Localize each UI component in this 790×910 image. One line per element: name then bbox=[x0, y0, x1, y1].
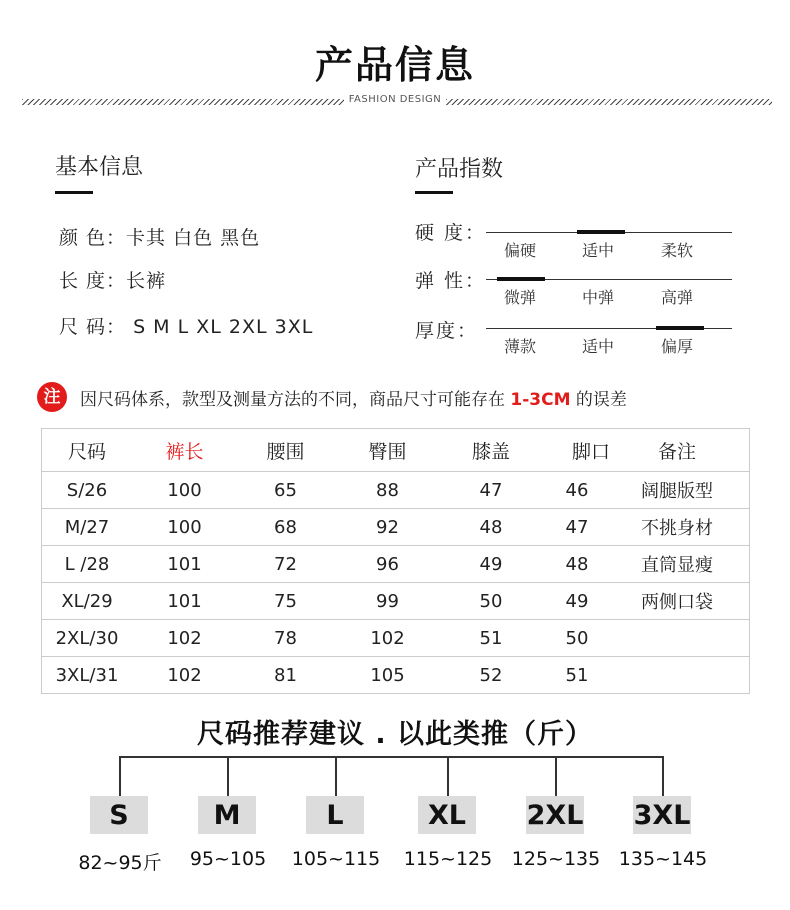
tree-branch bbox=[335, 756, 337, 796]
table-cell: 46 bbox=[565, 479, 589, 501]
table-cell: 65 bbox=[274, 479, 297, 501]
table-cell: 100 bbox=[167, 479, 202, 501]
length-line: 长 度：长裤 bbox=[59, 270, 167, 292]
table-cell: 47 bbox=[565, 516, 589, 538]
weight-range-l: 105~115 bbox=[291, 848, 381, 870]
table-cell: 47 bbox=[479, 479, 503, 501]
table-cell: 52 bbox=[479, 664, 503, 686]
tree-branch bbox=[227, 756, 229, 796]
tree-branch bbox=[447, 756, 449, 796]
table-cell: 81 bbox=[274, 664, 297, 686]
table-row bbox=[42, 509, 749, 546]
table-cell: 51 bbox=[565, 664, 589, 686]
thickness-option: 偏厚 bbox=[661, 337, 694, 356]
table-cell: 68 bbox=[274, 516, 297, 538]
table-cell: 100 bbox=[167, 516, 202, 538]
basic-info-underline bbox=[55, 191, 93, 194]
table-cell: 92 bbox=[376, 516, 399, 538]
size-line: 尺 码： S M L XL 2XL 3XL bbox=[59, 316, 314, 338]
table-cell: L /28 bbox=[64, 553, 110, 575]
table-cell: 102 bbox=[167, 664, 202, 686]
elasticity-label: 弹 性： bbox=[415, 270, 487, 292]
table-cell: 78 bbox=[274, 627, 297, 649]
weight-range-3xl: 135~145 bbox=[618, 848, 708, 870]
table-cell: 直筒显瘦 bbox=[641, 555, 713, 576]
table-row bbox=[42, 657, 749, 693]
header-cell: 备注 bbox=[657, 440, 696, 463]
size-badge-3xl: 3XL bbox=[633, 796, 691, 834]
table-cell: XL/29 bbox=[61, 590, 113, 612]
table-cell: S/26 bbox=[66, 479, 108, 501]
fashion-subtitle: FASHION DESIGN bbox=[0, 94, 790, 105]
tree-branch bbox=[555, 756, 557, 796]
table-header-row bbox=[42, 429, 749, 472]
note-text: 因尺码体系，款型及测量方法的不同，商品尺寸可能存在 1-3CM 的误差 bbox=[80, 390, 627, 410]
size-badge-m: M bbox=[198, 796, 256, 834]
table-cell: 96 bbox=[376, 553, 399, 575]
table-cell: 不挑身材 bbox=[641, 518, 713, 539]
size-table bbox=[41, 428, 750, 694]
table-cell: M/27 bbox=[64, 516, 110, 538]
header-cell: 膝盖 bbox=[471, 440, 510, 463]
table-cell bbox=[627, 620, 727, 656]
table-cell: 50 bbox=[479, 590, 503, 612]
table-cell: 阔腿版型 bbox=[641, 481, 713, 502]
weight-range-m: 95~105 bbox=[189, 848, 267, 870]
table-cell: 99 bbox=[376, 590, 399, 612]
size-badge-l: L bbox=[306, 796, 364, 834]
table-cell: 101 bbox=[167, 590, 202, 612]
table-cell: 2XL/30 bbox=[55, 627, 119, 649]
thickness-marker bbox=[656, 326, 704, 330]
table-cell: 51 bbox=[479, 627, 503, 649]
recommendation-title: 尺码推荐建议 . 以此类推（斤） bbox=[196, 719, 594, 750]
product-index-heading: 产品指数 bbox=[415, 157, 504, 182]
table-cell: 102 bbox=[370, 627, 405, 649]
weight-range-xl: 115~125 bbox=[403, 848, 493, 870]
table-cell: 101 bbox=[167, 553, 202, 575]
weight-range-s: 82~95斤 bbox=[78, 852, 162, 874]
size-badge-s: S bbox=[90, 796, 148, 834]
table-row bbox=[42, 472, 749, 509]
table-cell bbox=[627, 657, 727, 693]
tree-branch bbox=[662, 756, 664, 796]
table-cell: 49 bbox=[565, 590, 589, 612]
header-cell: 尺码 bbox=[67, 440, 106, 463]
header-cell: 裤长 bbox=[165, 440, 204, 463]
thickness-option: 薄款 bbox=[504, 337, 537, 356]
elasticity-option: 高弹 bbox=[661, 288, 694, 307]
hardness-option: 柔软 bbox=[661, 241, 694, 260]
hardness-option: 偏硬 bbox=[504, 241, 537, 260]
hardness-label: 硬 度： bbox=[415, 222, 487, 244]
header-cell: 腰围 bbox=[266, 440, 305, 463]
weight-range-2xl: 125~135 bbox=[511, 848, 601, 870]
table-cell: 72 bbox=[274, 553, 297, 575]
table-cell: 75 bbox=[274, 590, 297, 612]
hardness-option: 适中 bbox=[582, 241, 615, 260]
table-cell: 48 bbox=[565, 553, 589, 575]
tree-branch bbox=[119, 756, 121, 796]
basic-info-heading: 基本信息 bbox=[55, 155, 144, 180]
table-cell: 105 bbox=[370, 664, 405, 686]
table-cell: 88 bbox=[376, 479, 399, 501]
table-cell: 3XL/31 bbox=[55, 664, 119, 686]
table-cell: 102 bbox=[167, 627, 202, 649]
table-cell: 48 bbox=[479, 516, 503, 538]
table-cell: 两侧口袋 bbox=[641, 592, 713, 613]
note-highlight: 1-3CM bbox=[510, 390, 571, 410]
thickness-label: 厚度： bbox=[415, 320, 479, 342]
header-cell: 臀围 bbox=[368, 440, 407, 463]
size-badge-xl: XL bbox=[418, 796, 476, 834]
table-row bbox=[42, 546, 749, 583]
product-index-underline bbox=[415, 191, 453, 194]
hardness-marker bbox=[577, 230, 625, 234]
table-cell: 50 bbox=[565, 627, 589, 649]
table-row bbox=[42, 583, 749, 620]
table-cell: 49 bbox=[479, 553, 503, 575]
size-badge-2xl: 2XL bbox=[526, 796, 584, 834]
color-line: 颜 色：卡其 白色 黑色 bbox=[59, 227, 261, 249]
elasticity-marker bbox=[497, 277, 545, 281]
tree-connector bbox=[119, 756, 664, 758]
elasticity-option: 中弹 bbox=[582, 288, 615, 307]
elasticity-option: 微弹 bbox=[504, 288, 537, 307]
header-cell: 脚口 bbox=[571, 440, 610, 463]
table-row bbox=[42, 620, 749, 657]
note-badge: 注 bbox=[37, 382, 67, 412]
page-title: 产品信息 bbox=[314, 43, 475, 87]
thickness-option: 适中 bbox=[582, 337, 615, 356]
